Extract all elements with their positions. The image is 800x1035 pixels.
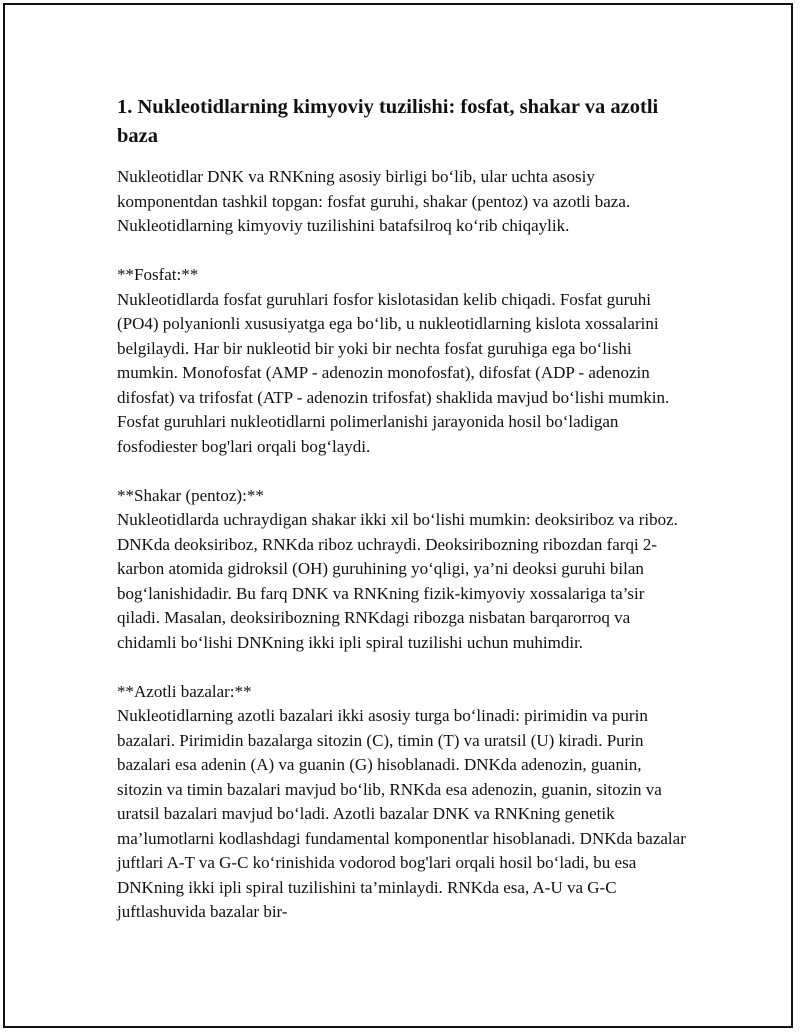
fosfat-title: **Fosfat:**	[117, 265, 199, 284]
azotli-bazalar-paragraph: Nukleotidlarning azotli bazalari ikki asosiy turga bo‘linadi: pirimidin va purin bazalari. Pirimidin bazalarga sitozin (C), timin (T) va uratsil (U) kiradi. Purin bazalari esa adenin (A) va guanin (G) hisoblanadi. DNKda adenozin, guanin, sitozin va timin bazalari mavjud bo‘lib, RNKda esa adenozin, guanin, sitozin va uratsil bazalari mavjud bo‘ladi. Azotli bazalar DNK va RNKning genetik ma’lumotlarni kodlashdagi fundamental komponentlar hisoblanadi. DNKda bazalar juftlari A-T va G-C ko‘rinishida vodorod bog'lari orqali hosil bo‘ladi, bu esa DNKning ikki ipli spiral tuzilishini ta’minlaydi. RNKda esa, A-U va G-C juftlashuvida bazalar bir-	[117, 706, 686, 921]
azotli-bazalar-title: **Azotli bazalar:**	[117, 681, 252, 701]
shakar-section	[117, 484, 687, 656]
shakar-title: **Shakar (pentoz):**	[117, 485, 264, 505]
document-body	[117, 93, 687, 925]
section-heading: 1. Nukleotidlarning kimyoviy tuzilishi: fosfat, shakar va azotli baza	[117, 96, 659, 147]
shakar-paragraph: Nukleotidlarda uchraydigan shakar ikki xil bo‘lishi mumkin: deoksiriboz va riboz. DNKda deoksiriboz, RNKda riboz uchraydi. Deoksiribozning ribozdan farqi 2-karbon atomida gidroksil (OH) guruhining yo‘qligi, ya’ni deoksi guruhi bilan bog‘lanishidadir. Bu farq DNK va RNKning fizik-kimyoviy xossalariga ta’sir qiladi. Masalan, deoksiribozning RNKdagi ribozga nisbatan barqarorroq va chidamli bo‘lishi DNKning ikki ipli spiral tuzilishi uchun muhimdir.	[117, 510, 678, 652]
fosfat-section	[117, 263, 687, 459]
fosfat-paragraph: Nukleotidlarda fosfat guruhlari fosfor kislotasidan kelib chiqadi. Fosfat guruhi (PO4) polyanionli xususiyatga ega bo‘lib, u nukleotidlarning kislota xossalarini belgilaydi. Har bir nukleotid bir yoki bir nechta fosfat guruhiga ega bo‘lishi mumkin. Monofosfat (AMP - adenozin monofosfat), difosfat (ADP - adenozin difosfat) va trifosfat (ATP - adenozin trifosfat) shaklida mavjud bo‘lishi mumkin. Fosfat guruhlari nukleotidlarni polimerlanishi jarayonida hosil bo‘ladigan fosfodiester bog'lari orqali bog‘laydi.	[117, 289, 670, 456]
azotli-bazalar-section	[117, 680, 687, 925]
intro-paragraph: Nukleotidlar DNK va RNKning asosiy birligi bo‘lib, ular uchta asosiy komponentdan tashkil topgan: fosfat guruhi, shakar (pentoz) va azotli baza. Nukleotidlarning kimyoviy tuzilishini batafsilroq ko‘rib chiqaylik.	[117, 167, 631, 235]
